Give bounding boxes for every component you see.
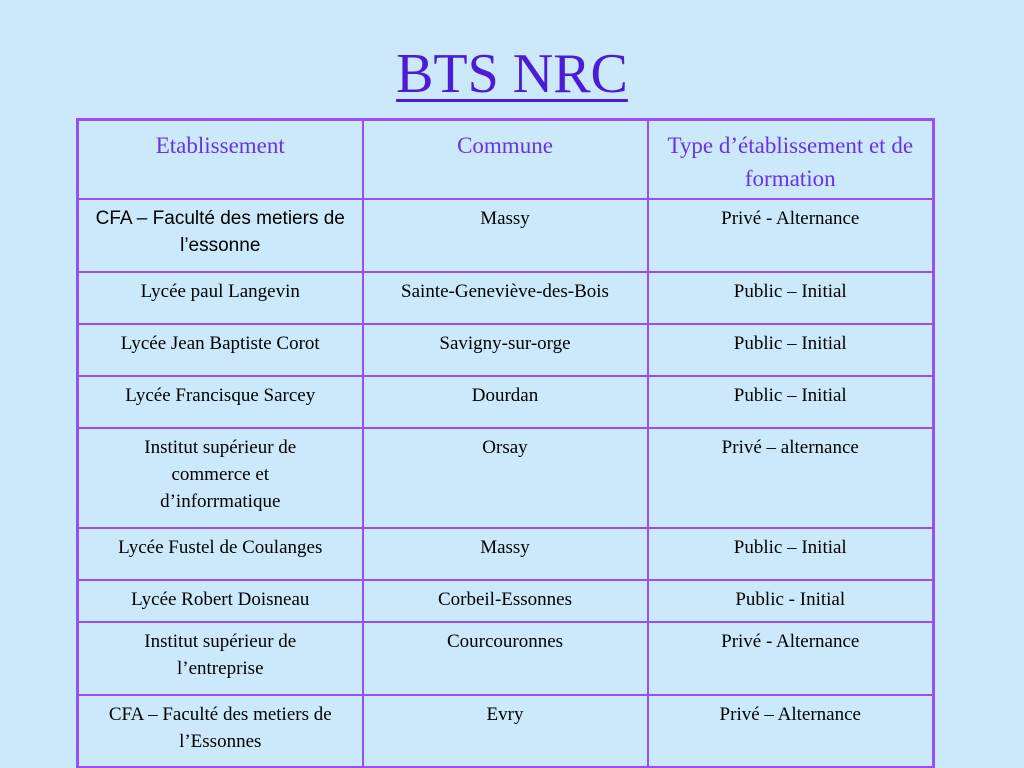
cell-text: Lycée Fustel de Coulanges [118,536,323,558]
cell-text: Evry [486,703,524,725]
table-row [78,528,934,580]
cell-etablissement [78,528,363,580]
cell-commune [363,622,648,695]
cell-etablissement [78,580,363,622]
cell-text: Orsay [482,436,528,458]
cell-commune [363,199,648,272]
cell-text: Institut supérieur de l’entreprise [144,630,297,679]
cell-type [648,272,934,324]
schools-table [76,118,935,768]
cell-commune [363,376,648,428]
page-title [0,38,1024,110]
cell-etablissement [78,622,363,695]
cell-type [648,695,934,768]
table-row [78,199,934,272]
header-type-text: Type d’établissement et de formation [667,133,914,191]
cell-etablissement [78,272,363,324]
cell-text: Courcouronnes [446,630,564,652]
cell-type [648,428,934,528]
table-row [78,272,934,324]
cell-text: Lycée Robert Doisneau [131,588,310,610]
cell-etablissement [78,695,363,768]
cell-text: Privé – alternance [721,436,859,458]
cell-commune [363,272,648,324]
header-type [648,120,934,199]
cell-text: Lycée Jean Baptiste Corot [120,332,320,354]
cell-etablissement [78,324,363,376]
cell-type [648,528,934,580]
cell-type [648,324,934,376]
cell-commune [363,580,648,622]
cell-type [648,199,934,272]
cell-text: Lycée Francisque Sarcey [125,384,316,406]
cell-text: CFA – Faculté des metiers de l’Essonnes [108,703,332,752]
cell-text: Massy [480,536,530,558]
cell-commune [363,528,648,580]
table-row [78,376,934,428]
cell-text: Privé – Alternance [719,703,861,725]
cell-type [648,376,934,428]
cell-commune [363,428,648,528]
header-etablissement: Etablissement [78,120,363,199]
cell-text: Massy [480,207,530,229]
cell-text: Public – Initial [733,280,847,302]
cell-commune [363,324,648,376]
cell-text: Public – Initial [733,384,847,406]
table-row [78,622,934,695]
cell-commune [363,695,648,768]
header-commune: Commune [363,120,648,199]
cell-type [648,622,934,695]
cell-text: Corbeil-Essonnes [437,588,573,610]
cell-text: Sainte-Geneviève-des-Bois [401,280,609,302]
cell-text: Public - Initial [735,588,846,610]
cell-text: Savigny-sur-orge [439,332,571,354]
cell-etablissement [78,199,363,272]
cell-text: Privé - Alternance [721,630,860,652]
cell-text: CFA – Faculté des metiers de l’essonne [95,207,345,256]
cell-type [648,580,934,622]
cell-etablissement [78,428,363,528]
table-row [78,428,934,528]
cell-text: Public – Initial [733,536,847,558]
table-row [78,580,934,622]
cell-text: Institut supérieur de commerce et d’inforrmatique [144,436,297,512]
table-row [78,324,934,376]
cell-etablissement [78,376,363,428]
table-row [78,695,934,768]
page-title-text: BTS NRC [396,43,628,105]
cell-text: Privé - Alternance [721,207,860,229]
table-header-row [78,120,934,199]
cell-text: Dourdan [471,384,539,406]
cell-text: Public – Initial [733,332,847,354]
cell-text: Lycée paul Langevin [140,280,300,302]
